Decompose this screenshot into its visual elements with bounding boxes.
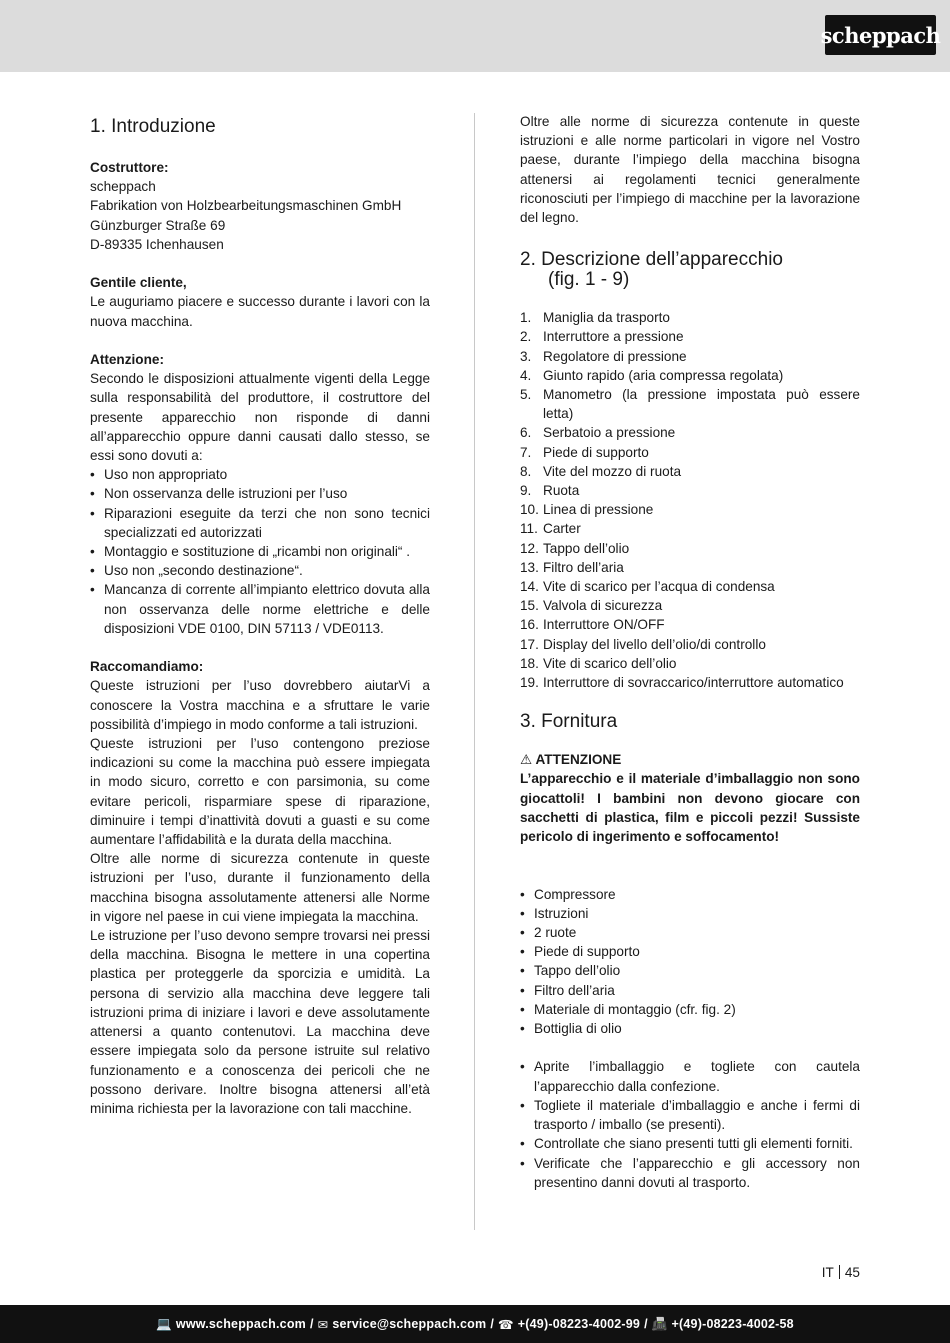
fax-icon: 📠 [651, 1316, 668, 1331]
list-item: • Verificate che l’apparecchio e gli accessory non presentino danni dovuti al trasporto. [520, 1154, 860, 1192]
customer-text: Le auguriamo piacere e successo durante i lavori con la nuova macchina. [90, 294, 430, 329]
manufacturer-line: scheppach [90, 179, 156, 195]
page-number [822, 1265, 860, 1280]
unpacking-list [520, 1057, 860, 1191]
attention-list [90, 465, 430, 638]
list-item: • 2 ruote [520, 923, 860, 942]
recommend-paragraph: Queste istruzioni per l’uso dovrebbero aiutarVi a conoscere la Vostra macchina e a sfruttare le varie possibilità d’impiego in modo conforme a tali istruzioni. [90, 678, 430, 732]
list-item: 4. Giunto rapido (aria compressa regolata) [520, 367, 784, 383]
list-item: • Materiale di montaggio (cfr. fig. 2) [520, 1000, 860, 1019]
list-item: 8. Vite del mozzo di ruota [520, 463, 682, 479]
section-title-description-line1: 2. Descrizione dell’apparecchio [520, 249, 783, 271]
section-title-supply: 3. Fornitura [520, 711, 618, 733]
list-item: • Togliete il materiale d’imballaggio e anche i fermi di trasporto / imballo (se presenti). [520, 1096, 860, 1134]
brand-logo: scheppach [825, 15, 936, 55]
parts-list [520, 308, 860, 692]
list-item: • Compressore [520, 885, 860, 904]
list-item: 10. Linea di pressione [520, 502, 654, 518]
attention-label: Attenzione: [90, 352, 165, 367]
computer-icon: 💻 [156, 1316, 172, 1331]
page-language: IT [821, 1265, 834, 1280]
list-item: 7. Piede di supporto [520, 444, 649, 460]
list-item: 16. Interruttore ON/OFF [520, 617, 665, 633]
list-item: 13. Filtro dell’aria [520, 559, 624, 575]
footer-phone: +(49)-08223-4002-99 [517, 1317, 641, 1331]
phone-icon: ☎ [498, 1317, 514, 1332]
manufacturer-line: Fabrikation von Holzbearbeitungsmaschinen GmbH [90, 198, 402, 214]
list-item: 11. Carter [520, 521, 581, 537]
customer-label: Gentile cliente, [90, 275, 187, 291]
recommend-paragraph: Oltre alle norme di sicurezza contenute in queste istruzioni per l’uso, durante il funzionamento della macchina bisogna assolutamente attenersi alle Norme in vigore nel paese in cui viene impiegata la macchina. [90, 851, 430, 924]
list-item: 3. Regolatore di pressione [520, 348, 687, 364]
list-item: • Piede di supporto [520, 942, 860, 961]
list-item: • Uso non appropriato [90, 465, 430, 484]
list-item: • Aprite l’imballaggio e togliete con cautela l’apparecchio dalla confezione. [520, 1057, 860, 1095]
list-item: 17. Display del livello dell’olio/di controllo [520, 636, 766, 652]
list-item: 5. Manometro (la pressione impostata può essere letta) [520, 387, 860, 422]
footer-bar: 💻 www.scheppach.com / ✉ service@scheppach.com / ☎ +(49)-08223-4002-99 / 📠 +(49)-08223-4002-58 [0, 1305, 950, 1343]
page-number-value: 45 [844, 1265, 860, 1280]
warning-heading: ⚠ ATTENZIONE [520, 752, 622, 768]
header-bar [0, 0, 950, 72]
list-item: • Istruzioni [520, 904, 860, 923]
section-title-introduction: 1. Introduzione [90, 116, 216, 137]
list-item: • Filtro dell’aria [520, 981, 860, 1000]
list-item: • Bottiglia di olio [520, 1019, 860, 1038]
right-column [520, 112, 860, 1192]
safety-rules-paragraph: Oltre alle norme di sicurezza contenute in queste istruzioni e alle norme particolari in vigore nel Vostro paese, durante l’impiego della macchina bisogna attenersi ai regolamenti tecnici generalmente riconosciuti per l’impiego di macchine per la lavorazione del legno. [520, 114, 860, 226]
list-item: 18. Vite di scarico dell’olio [520, 655, 677, 671]
manufacturer-line: D-89335 Ichenhausen [90, 236, 224, 252]
warning-icon: ⚠ [520, 752, 533, 768]
list-item: 14. Vite di scarico per l’acqua di condensa [520, 579, 775, 595]
list-item: 6. Serbatoio a pressione [520, 425, 676, 441]
list-item: • Riparazioni eseguite da terzi che non sono tecnici specializzati ed autorizzati [90, 504, 430, 542]
list-item: • Montaggio e sostituzione di „ricambi non originali“ . [90, 542, 430, 561]
left-column [90, 112, 430, 1118]
list-item: 15. Valvola di sicurezza [520, 598, 663, 614]
warning-text: L’apparecchio e il materiale d’imballaggio non sono giocattoli! I bambini non devono giocare con sacchetti di plastica, film e piccoli pezzi! Sussiste pericolo di ingerimento e soffocamento! [520, 771, 860, 845]
list-item: • Tappo dell’olio [520, 961, 860, 980]
recommend-paragraph: Le istruzione per l’uso devono sempre trovarsi nei pressi della macchina. Bisogna le mettere in una copertina plastica per proteggerle da sporcizia e umidità. La persona di servizio alla macchina deve leggere tali istruzioni prima di iniziare i lavori e deve assolutamente attenersi a quanto contenutovi. La macchina deve essere impiegata solo da persone istruite sul relativo funzionamento e a conoscenza dei pericoli che ne possono derivare. Inoltre bisogna attenersi all’età minima richiesta per la lavorazione con tali macchine. [90, 928, 431, 1116]
list-item: • Non osservanza delle istruzioni per l’uso [90, 484, 430, 503]
list-item: 2. Interruttore a pressione [520, 329, 684, 345]
recommend-paragraph: Queste istruzioni per l’uso contengono preziose indicazioni su come la macchina può essere impiegata in modo sicuro, corretto e con parsimonia, su come evitare pericoli, risparmiare spese di riparazione, diminuire i tempi d’inattività dovuti a guasti e su come aumentare l’affidabilità e la durata della macchina. [90, 736, 430, 848]
column-divider [474, 113, 475, 1230]
manufacturer-line: Günzburger Straße 69 [90, 217, 226, 233]
mail-icon: ✉ [317, 1317, 329, 1332]
attention-text: Secondo le disposizioni attualmente vigenti della Legge sulla responsabilità del produttore, il costruttore del presente apparecchio non risponde di danni all’apparecchio oppure danni causati dallo stesso, se essi sono dovuti a: [90, 371, 430, 464]
list-item: • Uso non „secondo destinazione“. [90, 561, 430, 580]
section-title-description [520, 250, 860, 290]
supply-list [520, 885, 860, 1039]
list-item: 12. Tappo dell’olio [520, 540, 630, 556]
list-item: • Mancanza di corrente all’impianto elettrico dovuta alla non osservanza delle norme elettriche e delle disposizioni VDE 0100, DIN 57113 / VDE0113. [90, 580, 430, 638]
footer-email[interactable]: service@scheppach.com [332, 1317, 487, 1331]
footer-fax: +(49)-08223-4002-58 [671, 1317, 794, 1331]
manufacturer-label: Costruttore: [90, 160, 169, 175]
footer-website[interactable]: www.scheppach.com [175, 1317, 306, 1331]
list-item: 9. Ruota [520, 483, 580, 499]
list-item: • Controllate che siano presenti tutti gli elementi forniti. [520, 1134, 860, 1153]
list-item: 19. Interruttore di sovraccarico/interruttore automatico [520, 675, 844, 691]
recommend-label: Raccomandiamo: [90, 659, 204, 675]
list-item: 1. Maniglia da trasporto [520, 310, 670, 326]
section-title-description-line2: (fig. 1 - 9) [548, 269, 630, 291]
